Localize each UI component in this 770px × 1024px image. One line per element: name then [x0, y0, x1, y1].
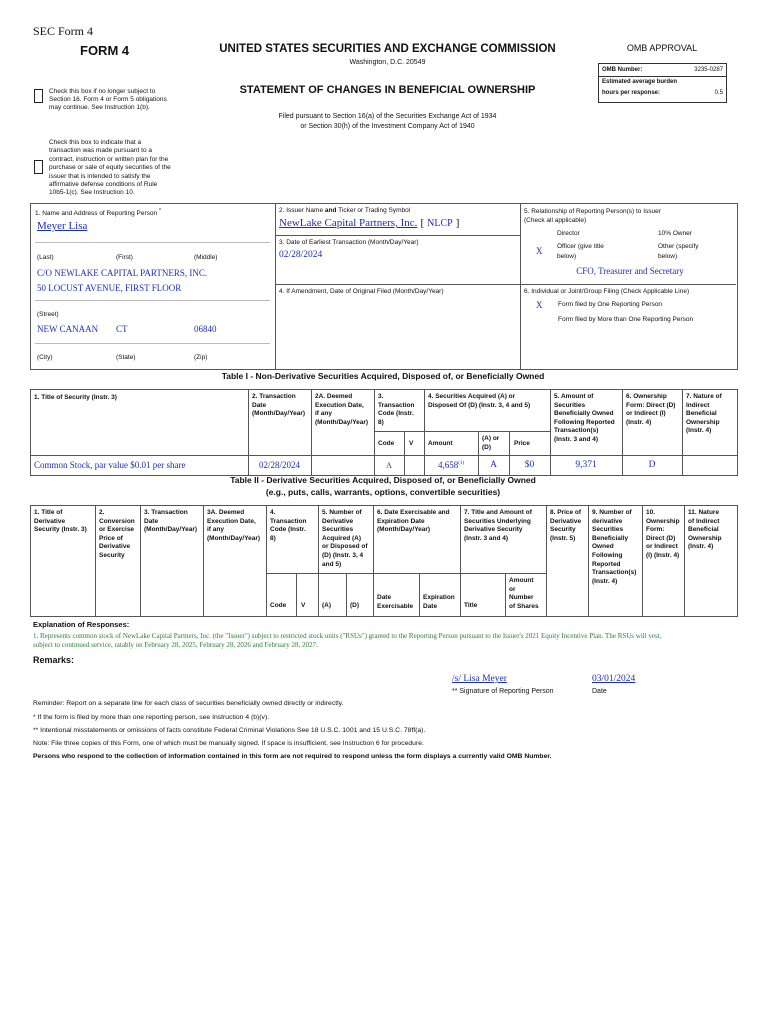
t2-h-line: Security (Instr. 3) [34, 526, 87, 534]
section16-checkbox[interactable] [34, 89, 43, 103]
rule-10b5-text [49, 139, 171, 198]
officer-option-line: Officer (give title [557, 243, 604, 250]
rule-10b5-line: transaction was made pursuant to a [49, 147, 152, 155]
section16-text-line: may continue. See Instruction 1(b). [49, 104, 150, 111]
t1-h-line: (D) [482, 443, 492, 451]
issuer-name[interactable]: NewLake Capital Partners, Inc. [279, 217, 418, 229]
t1-sub-price: Price [514, 440, 530, 447]
t2-h-line: Date [144, 517, 159, 525]
t1-sub-v: V [409, 440, 414, 447]
t2-header-conversion [99, 509, 135, 561]
t2-h-line: 5. Number of [322, 509, 362, 516]
location: Washington, D.C. 20549 [349, 59, 426, 66]
t2-header-deemed [207, 509, 260, 543]
divider [275, 235, 520, 236]
other-option-line: Other (specify [658, 243, 699, 250]
t2-h-line: derivative [592, 517, 623, 525]
t2-h-line: Derivative [99, 543, 131, 551]
t1-h-line: Beneficial [686, 410, 717, 418]
t1-header-deemed [315, 393, 368, 427]
table2-col-divider [505, 573, 506, 616]
t2-h-line: Execution Date, [207, 517, 256, 525]
t2-header-date [144, 509, 197, 535]
director-option[interactable]: Director [557, 230, 580, 237]
t2-h-line: Amount [509, 577, 534, 584]
t1-h-line: Indirect [686, 401, 710, 409]
table2-col-divider [318, 505, 319, 616]
sec-form-label: SEC Form 4 [33, 24, 94, 38]
table1-col-divider [682, 389, 683, 475]
omb-divider [599, 76, 726, 77]
t1-row-form: D [648, 460, 656, 470]
violations-note: ** Intentional misstatements or omissions of facts constitute Federal Criminal Violations See 18 U.S.C. 1001 and 15 U.S.C. 78ff(a). [33, 727, 426, 734]
t1-h-line: Date [252, 401, 267, 409]
table2-col-divider [684, 505, 685, 616]
t1-header-amount-owned [554, 393, 615, 445]
street-label: (Street) [37, 311, 59, 318]
rule-10b5-line: contract, instruction or written plan for the [49, 155, 169, 163]
t2-h-line: Number [509, 594, 534, 602]
t1-h-line: 2. Transaction [252, 393, 296, 400]
asterisk: * [158, 208, 161, 214]
remarks-label: Remarks: [33, 655, 75, 665]
t2-h-line: (Month/Day/Year) [207, 534, 261, 542]
section16-text-line: Section 16. Form 4 or Form 5 obligations [49, 96, 167, 103]
t2-h-line: 8) [270, 534, 276, 542]
t2-h-line: or Indirect [646, 543, 678, 551]
officer-check-mark[interactable]: X [536, 246, 543, 256]
t2-h-line: Acquired (A) [322, 534, 361, 542]
address-line-2: 50 LOCUST AVENUE, FIRST FLOOR [37, 283, 182, 293]
omb-hours-value: 0.5 [714, 90, 723, 96]
middle-label: (Middle) [194, 254, 218, 261]
t2-h-line: Derivative [322, 517, 354, 525]
t1-h-line: 6. Ownership [626, 393, 667, 400]
t2-h-line: Reported [592, 560, 621, 568]
table2-col-divider [419, 573, 420, 616]
other-option[interactable] [658, 242, 698, 262]
city-value: NEW CANAAN [37, 324, 99, 334]
zip-label: (Zip) [194, 354, 208, 361]
t2-h-line: Following [592, 551, 623, 559]
t1-h-line: Following Reported [554, 418, 615, 426]
state-value: CT [116, 324, 128, 334]
earliest-transaction-date: 02/28/2024 [279, 250, 323, 260]
t1-row-title: Common Stock, par value $0.01 per share [34, 460, 186, 470]
t1-h-line: Transaction [378, 401, 415, 409]
t1-row-a-or-d: A [490, 460, 497, 470]
t2-h-line: (Instr. 3 and 4) [464, 534, 509, 542]
omb-hours-label: hours per response: [602, 90, 661, 96]
t2-sub-v: V [301, 602, 306, 609]
t2-h-line: or Disposed of [322, 543, 368, 551]
table2-title-1: Table II - Derivative Securities Acquired, Disposed of, or Beneficially Owned [230, 475, 536, 485]
t2-h-line: Derivative [550, 517, 582, 525]
t1-header-code [378, 393, 414, 427]
table2-col-divider [140, 505, 141, 616]
t1-row-price: $0 [524, 460, 535, 470]
divider [35, 300, 270, 301]
issuer-label-text: Ticker or Trading Symbol [338, 207, 411, 214]
rule-10b5-checkbox[interactable] [34, 160, 43, 174]
t2-h-line: 3. Transaction [144, 509, 188, 516]
copies-note: Note: File three copies of this Form, one of which must be manually signed. If space is insufficient, see Instruction 6 for procedure. [33, 740, 424, 747]
explanation-note [33, 632, 738, 650]
t2-h-line: 11. Nature [688, 509, 720, 516]
t2-h-line: (Month/Day/Year) [377, 526, 431, 534]
t2-header-number [322, 509, 368, 569]
t1-h-line: Transaction(s) [554, 427, 599, 435]
t2-sub-a: (A) [322, 602, 332, 609]
zip-value: 06840 [194, 324, 217, 334]
t2-h-line: Beneficially [592, 534, 629, 542]
omb-box [598, 63, 727, 103]
officer-title: CFO, Treasurer and Secretary [576, 266, 684, 276]
t2-h-line: Securities Underlying [464, 517, 531, 525]
t1-h-line: 4. Securities Acquired (A) or [428, 393, 516, 400]
signature-date: 03/01/2024 [592, 674, 636, 684]
t2-header-price [550, 509, 581, 543]
officer-option-line: below) [557, 253, 577, 260]
t2-h-line: or Exercise [99, 526, 135, 534]
divider [275, 203, 276, 369]
t2-sub-title: Title [464, 602, 478, 609]
t1-sub-amount: Amount [428, 440, 453, 447]
ticker-bracket: ] [455, 217, 460, 229]
t1-h-line: Disposed Of (D) (Instr. 3, 4 and 5) [428, 401, 531, 409]
table2-col-divider [296, 573, 297, 616]
table1-row-divider [30, 455, 737, 456]
t2-h-line: of Indirect [688, 517, 720, 525]
t2-h-line: 1. Title of [34, 509, 63, 516]
relationship-label-line: (Check all applicable) [524, 217, 587, 224]
omb-notice: Persons who respond to the collection of information contained in this form are not required to respond unless the form displays a currently valid OMB Number. [33, 753, 552, 760]
signature-label: ** Signature of Reporting Person [452, 688, 554, 695]
divider [35, 242, 270, 243]
divider [520, 203, 521, 369]
omb-title: OMB APPROVAL [626, 43, 698, 53]
last-label: (Last) [37, 254, 54, 261]
t2-h-line: Conversion [99, 517, 135, 525]
t2-h-line: Security [99, 551, 125, 559]
t1-h-line: (Month/Day/Year) [252, 410, 306, 418]
multiple-persons-option[interactable]: Form filed by More than One Reporting Person [558, 316, 694, 323]
t1-header-date [252, 393, 305, 419]
t2-h-line: Exercisable [377, 602, 414, 610]
t2-sub-exercisable [377, 594, 413, 611]
t2-h-line: Date [377, 594, 392, 601]
t2-h-line: Form: [646, 526, 665, 534]
reporting-person-label-text: 1. Name and Address of Reporting Person [35, 210, 158, 218]
t2-header-underlying [464, 509, 532, 543]
explanation-label: Explanation of Responses: [33, 620, 130, 629]
t2-h-line: (D) (Instr. 3, 4 [322, 551, 364, 559]
t2-h-line: Derivative Security [464, 526, 523, 534]
t1-header-nature [686, 393, 722, 436]
t1-h-line: 8) [378, 418, 384, 426]
t1-row-amount [424, 460, 478, 470]
table1-col-divider [311, 389, 312, 475]
t1-h-line: 7. Nature of [686, 393, 722, 400]
t2-header-nature [688, 509, 722, 552]
rule-10b5-line: 10b5-1(c). See Instruction 10. [49, 189, 135, 197]
t2-h-line: Direct (D) [646, 534, 676, 542]
ticker-bracket: [ [420, 217, 425, 229]
t1-h-line: (Instr. 3 and 4) [554, 435, 599, 443]
ten-percent-owner-option[interactable]: 10% Owner [658, 230, 692, 237]
t2-h-line: (Instr. 4) [688, 543, 714, 551]
t1-header-ownership-form [626, 393, 675, 427]
t1-row-amount-value: 4,658 [437, 460, 459, 470]
other-option-line: below) [658, 253, 678, 260]
t1-header-title: 1. Title of Security (Instr. 3) [34, 394, 117, 401]
issuer-label-text: 2. Issuer Name [279, 207, 324, 214]
t2-h-line: or [509, 585, 516, 593]
table2-col-divider [95, 505, 96, 616]
filed-pursuant-1: Filed pursuant to Section 16(a) of the Securities Exchange Act of 1934 [278, 113, 497, 120]
table2-col-divider [266, 505, 267, 616]
reminder-note: Reminder: Report on a separate line for each class of securities beneficially owned directly or indirectly. [33, 700, 344, 707]
t2-h-line: 7. Title and Amount of [464, 509, 532, 516]
t1-h-line: if any [315, 410, 332, 418]
t2-h-line: if any [207, 526, 224, 534]
section16-text-line: Check this box if no longer subject to [49, 88, 156, 95]
t1-h-line: Beneficially Owned [554, 410, 614, 418]
t1-row-code: A [386, 461, 392, 470]
t2-h-line: Securities [322, 526, 354, 534]
t2-h-line: Derivative [34, 517, 66, 525]
t2-h-line: 4. [270, 509, 276, 516]
issuer-label-and: and [324, 207, 337, 214]
t1-h-line: Ownership [686, 418, 720, 426]
instruction-note: * If the form is filed by more than one reporting person, see Instruction 4 (b)(v). [33, 714, 270, 721]
omb-number-label: OMB Number: [602, 67, 643, 73]
t2-h-line: (Instr. 5) [550, 534, 576, 542]
t1-sub-a-or-d [482, 435, 499, 452]
divider [275, 284, 736, 285]
t2-h-line: 2. [99, 509, 105, 516]
t2-h-line: Securities [592, 526, 624, 534]
table2-col-divider [373, 505, 374, 616]
t2-h-line: of Shares [509, 602, 539, 610]
t1-row-amount-footnote[interactable]: (1) [458, 461, 465, 466]
table2-row-divider [266, 573, 546, 574]
t2-header-code [270, 509, 306, 543]
divider [35, 343, 270, 344]
one-person-check-mark[interactable]: X [536, 300, 543, 310]
amendment-label: 4. If Amendment, Date of Original Filed (Month/Day/Year) [279, 288, 444, 295]
form-title: FORM 4 [80, 43, 130, 58]
table1-col-divider [404, 431, 405, 475]
explanation-note-line: 1. Represents common stock of NewLake Capital Partners, Inc. (the "Issuer") subject to restricted stock units ("RSUs") granted to the Reporting Person pursuant to the Issuer's 2021 Equity Incentive Plan. The RSUs will vest, [33, 632, 662, 640]
t2-h-line: Expiration Date [377, 517, 425, 525]
t2-h-line: Beneficial [688, 526, 719, 534]
rule-10b5-line: affirmative defense conditions of Rule [49, 181, 158, 189]
t2-h-line: 10. [646, 509, 656, 516]
t2-h-line: 6. Date Exercisable and [377, 509, 450, 516]
t2-h-line: (Month/Day/Year) [144, 526, 198, 534]
commission-title: UNITED STATES SECURITIES AND EXCHANGE COMMISSION [219, 43, 556, 55]
t2-h-line: 3A. Deemed [207, 509, 245, 516]
table2-col-divider [642, 505, 643, 616]
t1-h-line: Execution Date, [315, 401, 364, 409]
filing-label: 6. Individual or Joint/Group Filing (Check Applicable Line) [524, 288, 690, 295]
t1-row-owned: 9,371 [575, 460, 597, 470]
t1-h-line: or Indirect (I) [626, 410, 666, 418]
one-person-option[interactable]: Form filed by One Reporting Person [558, 301, 663, 308]
date-label: Date [592, 688, 607, 695]
t1-h-line: Code (Instr. [378, 410, 414, 418]
t2-h-line: Expiration [423, 594, 455, 601]
issuer-label [279, 207, 410, 214]
t2-sub-expiration [423, 594, 455, 611]
t2-h-line: Owned [592, 543, 614, 551]
city-label: (City) [37, 354, 53, 361]
t2-h-line: and 5) [322, 560, 342, 568]
t2-sub-code: Code [270, 602, 287, 609]
rule-10b5-line: Check this box to indicate that a [49, 139, 142, 146]
t1-h-line: 3. [378, 393, 384, 400]
t2-h-line: Transaction [270, 517, 307, 525]
statement-title: STATEMENT OF CHANGES IN BENEFICIAL OWNERSHIP [239, 84, 536, 96]
reporting-person-name[interactable]: Meyer Lisa [37, 220, 88, 232]
t2-header-title [34, 509, 87, 535]
earliest-transaction-label: 3. Date of Earliest Transaction (Month/Day/Year) [279, 239, 419, 246]
t2-h-line: Security [550, 526, 576, 534]
table1-title: Table I - Non-Derivative Securities Acquired, Disposed of, or Beneficially Owned [221, 371, 545, 381]
t1-h-line: 5. Amount of [554, 393, 594, 400]
t1-h-line: Securities [554, 401, 586, 409]
table2-col-divider [346, 573, 347, 616]
t2-h-line: (Instr. 4) [592, 577, 618, 585]
table2-col-divider [588, 505, 589, 616]
relationship-label-line: 5. Relationship of Reporting Person(s) to Issuer [524, 208, 661, 215]
t2-h-line: Code (Instr. [270, 526, 306, 534]
t2-h-line: 8. Price of [550, 509, 582, 516]
t2-h-line: Transaction(s) [592, 569, 637, 577]
t2-header-owned [592, 509, 636, 586]
table2-title-2: (e.g., puts, calls, warrants, options, convertible securities) [265, 487, 501, 497]
t1-h-line: (Instr. 4) [686, 427, 712, 435]
state-label: (State) [116, 354, 136, 361]
table2-col-divider [203, 505, 204, 616]
t2-h-line: 9. Number of [592, 509, 632, 516]
officer-option[interactable] [557, 242, 604, 262]
ticker-symbol: NLCP [427, 218, 453, 229]
t1-h-line: (Month/Day/Year) [315, 418, 369, 426]
signature: /s/ Lisa Meyer [452, 674, 507, 684]
table2-col-divider [460, 505, 461, 616]
omb-number-value: 3235-0287 [694, 67, 723, 73]
t2-h-line: Ownership [646, 517, 680, 525]
explanation-note-line: subject to continued service, ratably on February 28, 2025, February 28, 2026 and February 28, 2027. [33, 641, 318, 649]
t1-row-date: 02/28/2024 [258, 460, 300, 470]
t2-h-line: Ownership [688, 534, 722, 542]
issuer-name-row [279, 217, 459, 229]
t1-h-line: 2A. Deemed [315, 393, 353, 400]
reporting-person-label [35, 208, 161, 217]
t1-h-line: (A) or [482, 435, 500, 442]
t2-sub-amount [509, 577, 539, 611]
section16-text [49, 88, 167, 112]
t2-sub-d: (D) [350, 602, 360, 609]
t2-h-line: Date [423, 602, 438, 610]
rule-10b5-line: issuer that is intended to satisfy the [49, 172, 151, 180]
t2-h-line: Price of [99, 534, 123, 542]
relationship-label [524, 207, 661, 225]
address-line-1: C/O NEWLAKE CAPITAL PARTNERS, INC. [37, 268, 208, 278]
filed-pursuant-2: or Section 30(h) of the Investment Company Act of 1940 [300, 123, 475, 130]
t1-sub-code: Code [378, 440, 395, 447]
t2-header-exercisable [377, 509, 450, 535]
t1-header-securities [428, 393, 530, 410]
table-row [34, 460, 185, 470]
table1-row-divider [374, 431, 550, 432]
rule-10b5-line: purchase or sale of equity securities of the [49, 164, 171, 172]
first-label: (First) [116, 254, 133, 261]
t2-header-ownership-form [646, 509, 680, 561]
t1-h-line: (Instr. 4) [626, 418, 652, 426]
omb-burden-label: Estimated average burden [602, 79, 678, 85]
t2-h-line: (I) (Instr. 4) [646, 551, 680, 559]
table2-col-divider [546, 505, 547, 616]
t1-h-line: Form: Direct (D) [626, 401, 676, 409]
